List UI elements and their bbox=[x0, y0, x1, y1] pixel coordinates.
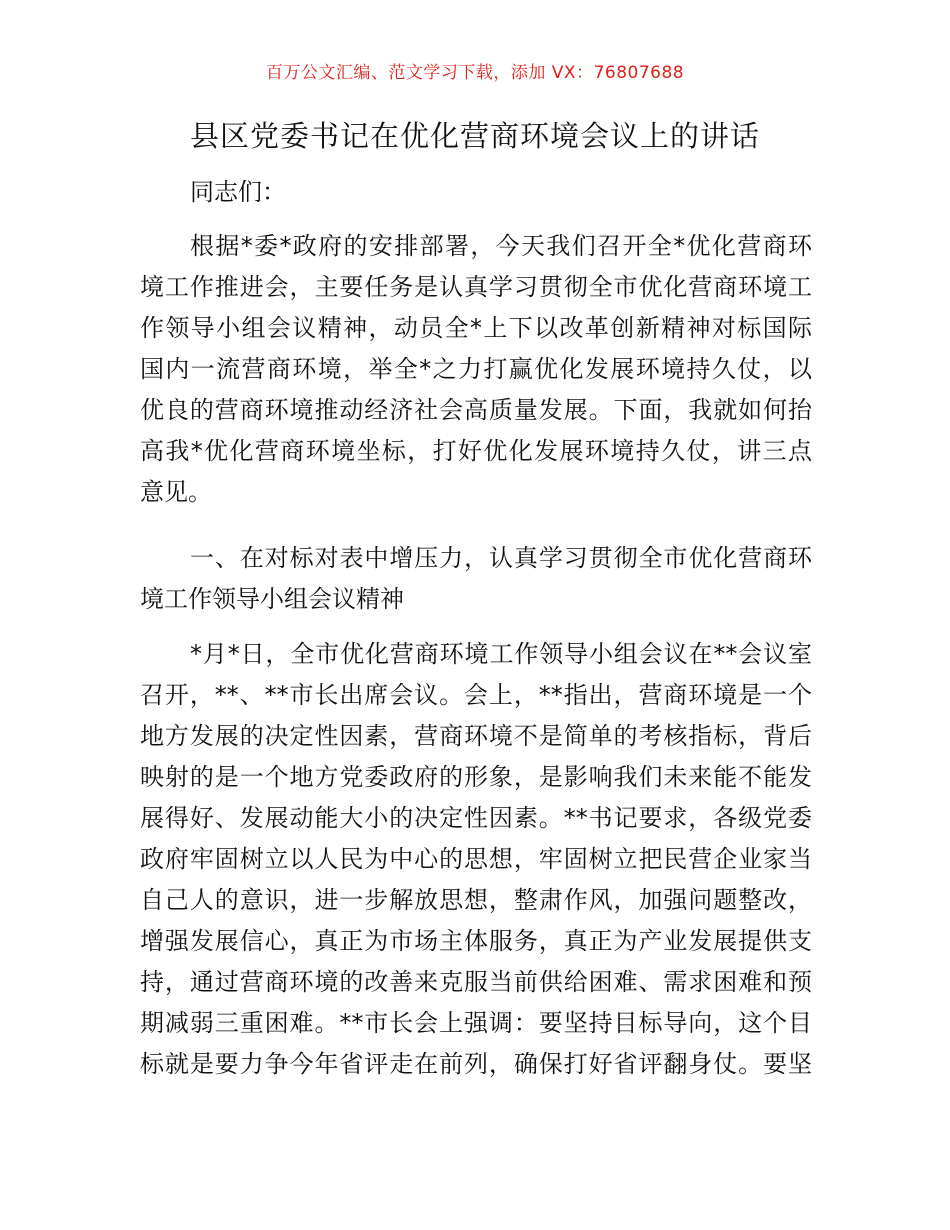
paragraph-line: 优良的营商环境推动经济社会高质量发展。下面，我就如何抬 bbox=[140, 396, 812, 424]
paragraph-line: 展得好、发展动能大小的决定性因素。**书记要求，各级党委 bbox=[140, 804, 812, 832]
paragraph-meeting bbox=[140, 634, 812, 1085]
paragraph-line: 自己人的意识，进一步解放思想，整肃作风，加强问题整改， bbox=[140, 886, 812, 914]
paragraph-intro bbox=[140, 226, 812, 513]
section-heading-1 bbox=[140, 538, 812, 620]
paragraph-line: 增强发展信心，真正为市场主体服务，真正为产业发展提供支 bbox=[140, 927, 812, 955]
paragraph-line: 映射的是一个地方党委政府的形象，是影响我们未来能不能发 bbox=[140, 763, 812, 791]
heading-line: 一、在对标对表中增压力，认真学习贯彻全市优化营商环 bbox=[190, 544, 812, 572]
paragraph-line: 召开，**、**市长出席会议。会上，**指出，营商环境是一个 bbox=[140, 681, 812, 709]
paragraph-line: 根据*委*政府的安排部署，今天我们召开全*优化营商环 bbox=[190, 232, 812, 260]
paragraph-line: *月*日，全市优化营商环境工作领导小组会议在**会议室 bbox=[190, 640, 812, 668]
paragraph-line: 持，通过营商环境的改善来克服当前供给困难、需求困难和预 bbox=[140, 968, 812, 996]
salutation bbox=[140, 172, 812, 213]
watermark-header: 百万公文汇编、范文学习下载，添加 VX：76807688 bbox=[265, 63, 685, 83]
document-title: 县区党委书记在优化营商环境会议上的讲话 bbox=[189, 119, 760, 153]
paragraph-line: 地方发展的决定性因素，营商环境不是简单的考核指标，背后 bbox=[140, 722, 812, 750]
paragraph-line: 境工作推进会，主要任务是认真学习贯彻全市优化营商环境工 bbox=[140, 273, 812, 301]
paragraph-line: 国内一流营商环境，举全*之力打赢优化发展环境持久仗，以 bbox=[140, 355, 812, 383]
paragraph-line: 政府牢固树立以人民为中心的思想，牢固树立把民营企业家当 bbox=[140, 845, 812, 873]
paragraph-line: 作领导小组会议精神，动员全*上下以改革创新精神对标国际 bbox=[140, 314, 812, 342]
paragraph-line: 意见。 bbox=[140, 478, 212, 506]
heading-line: 境工作领导小组会议精神 bbox=[140, 585, 404, 613]
paragraph-line: 高我*优化营商环境坐标，打好优化发展环境持久仗，讲三点 bbox=[140, 437, 812, 465]
paragraph-line: 期减弱三重困难。**市长会上强调：要坚持目标导向，这个目 bbox=[140, 1009, 812, 1037]
salutation-text: 同志们： bbox=[190, 178, 286, 206]
paragraph-line: 标就是要力争今年省评走在前列，确保打好省评翻身仗。要坚 bbox=[140, 1050, 812, 1078]
